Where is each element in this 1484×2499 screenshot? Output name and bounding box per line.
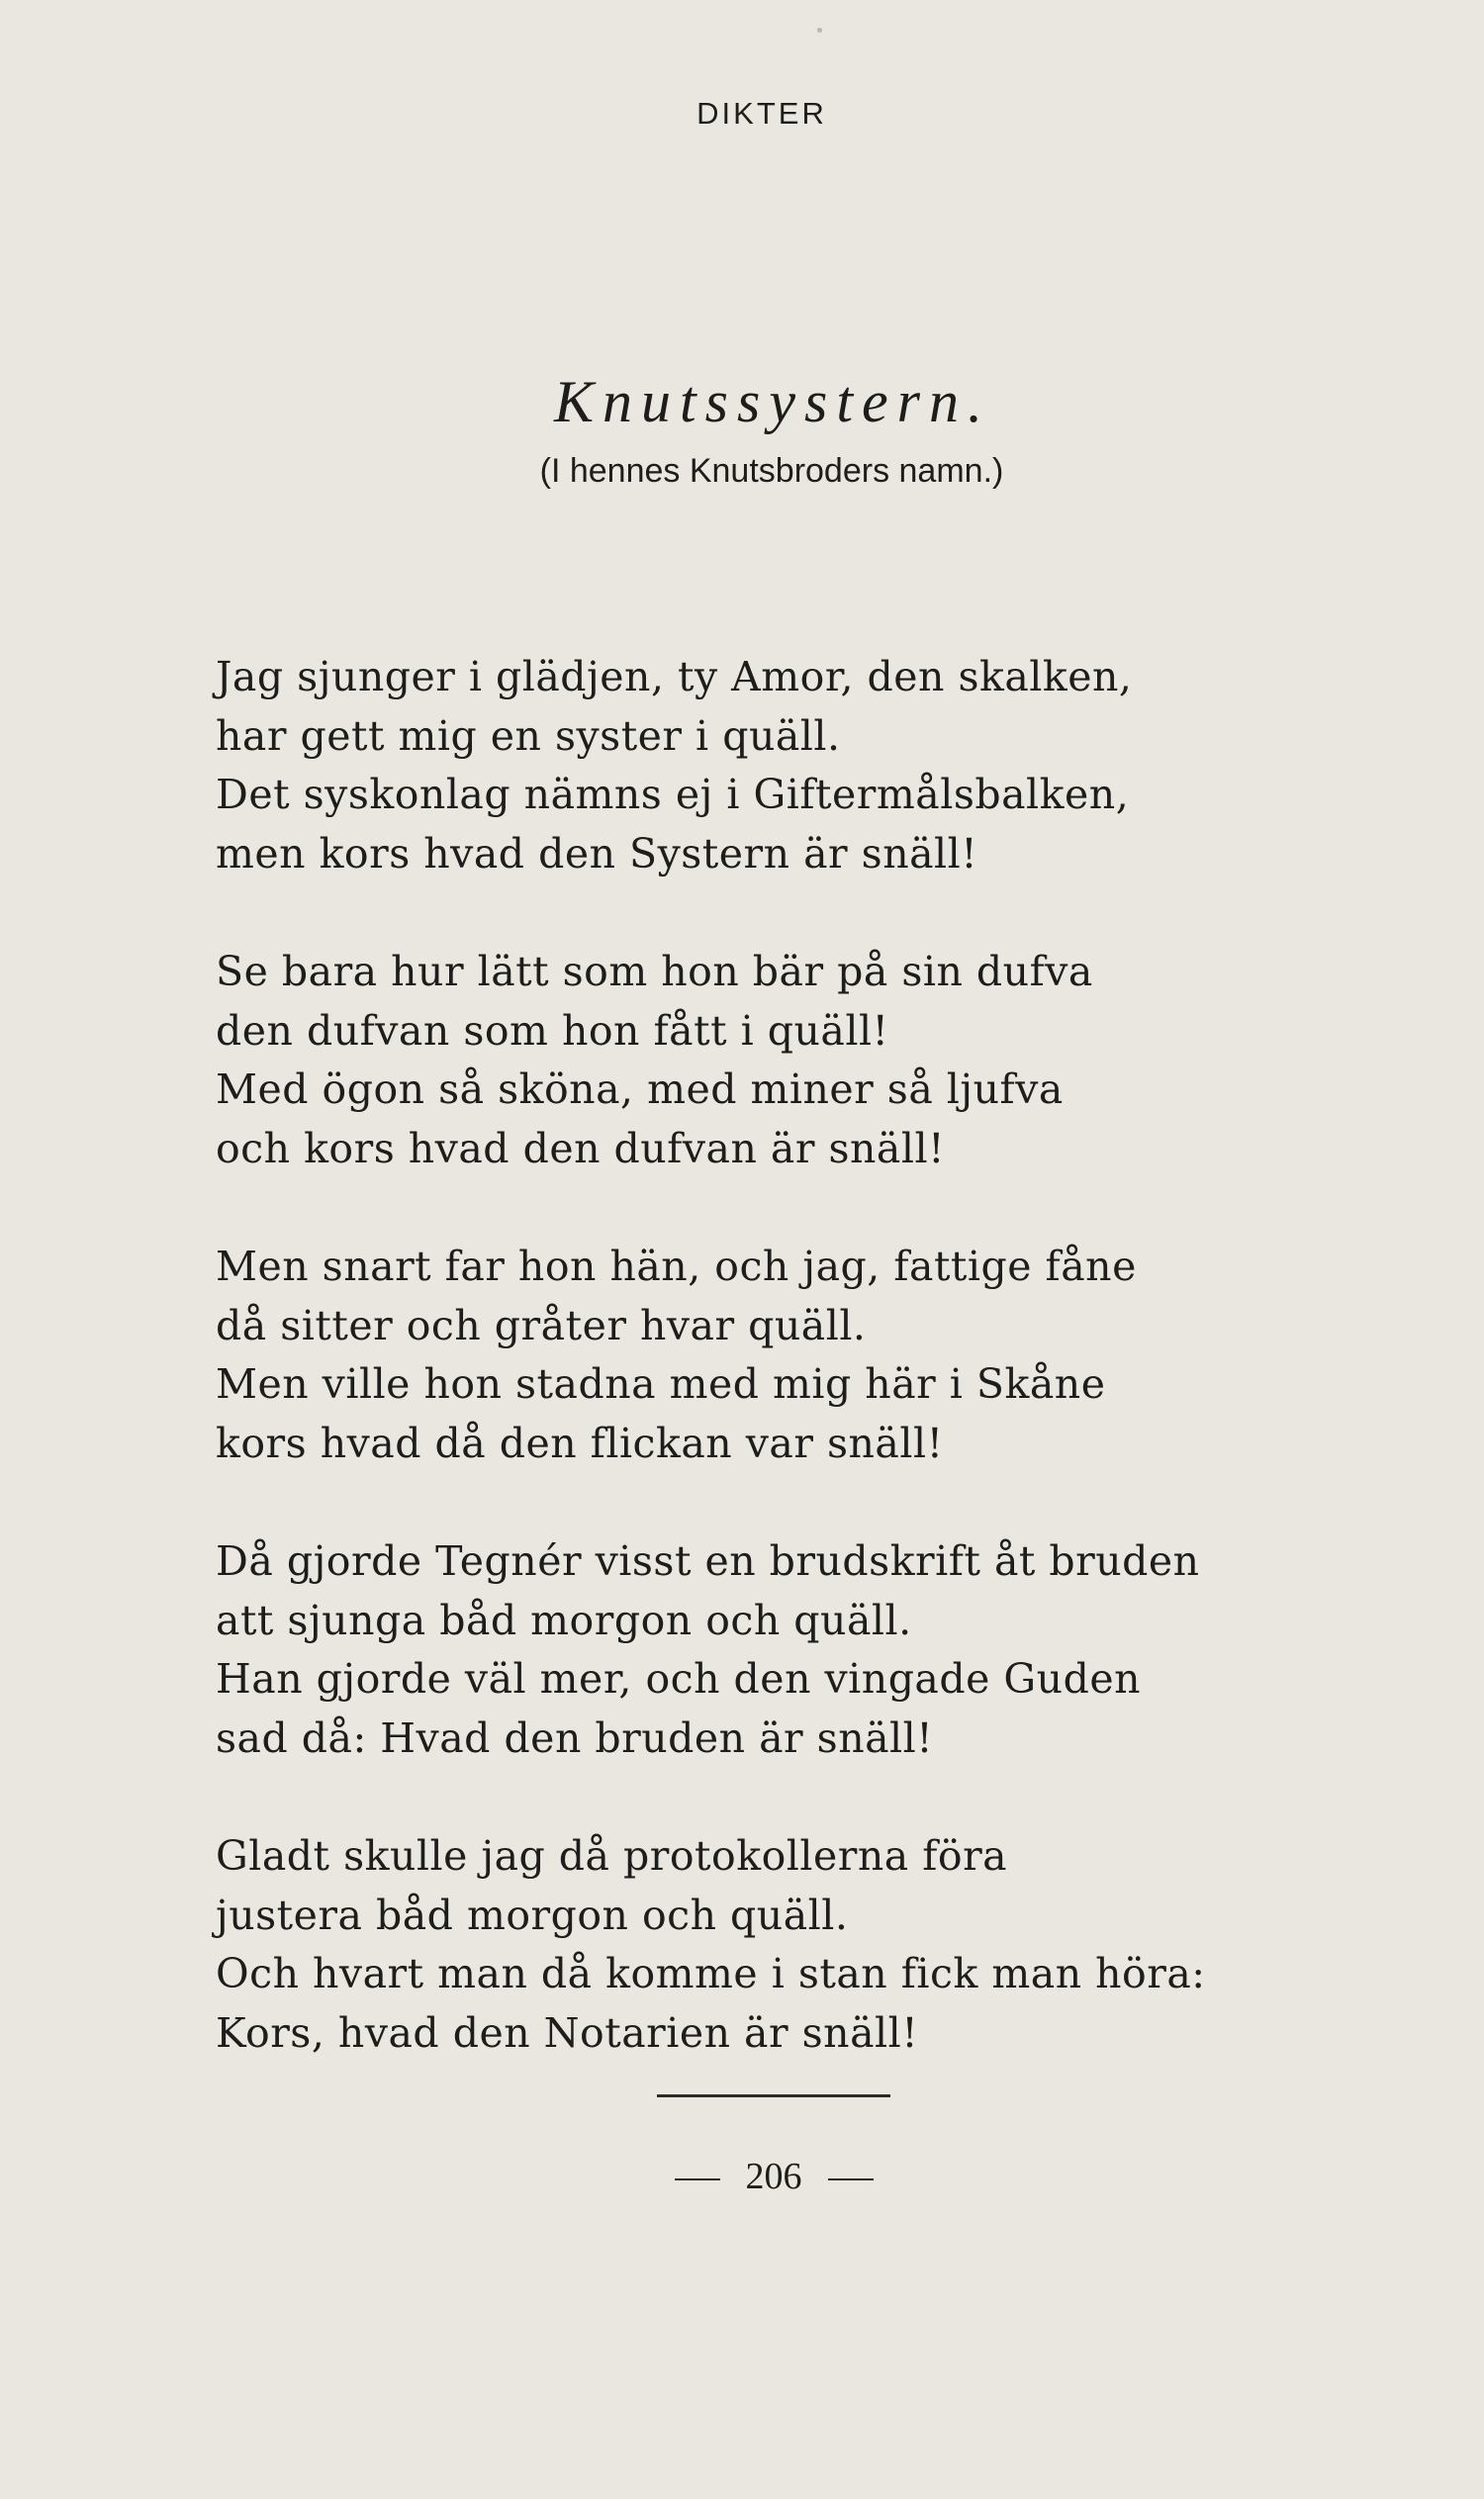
stanza (216, 648, 1403, 883)
poem-line: Och hvart man då komme i stan fick man höra: (216, 1950, 1206, 1997)
poem-line: Men ville hon stadna med mig här i Skåne (216, 1360, 1106, 1408)
running-head: DIKTER (696, 96, 827, 131)
poem-line: att sjunga båd morgon och quäll. (216, 1596, 912, 1644)
poem-line: kors hvad då den flickan var snäll! (216, 1419, 944, 1467)
end-rule-divider (657, 2094, 890, 2097)
poem-line: Då gjorde Tegnér visst en brudskrift åt bruden (216, 1537, 1200, 1585)
poem-line: Med ögon så sköna, med miner så ljufva (216, 1065, 1064, 1113)
poem-line: den dufvan som hon fått i quäll! (216, 1006, 889, 1055)
poem-line: Se bara hur lätt som hon bär på sin dufva (216, 948, 1093, 995)
page-number: 206 (745, 2156, 802, 2197)
poem-line: Han gjorde väl mer, och den vingade Guden (216, 1655, 1141, 1703)
dash-mark (675, 2178, 720, 2180)
poem-body (216, 648, 1403, 2122)
poem-line: Kors, hvad den Notarien är snäll! (216, 2008, 919, 2057)
poem-line: och kors hvad den dufvan är snäll! (216, 1124, 946, 1172)
poem-line: justera båd morgon och quäll. (216, 1891, 849, 1939)
page-number-footer (0, 2155, 1484, 2198)
stanza (216, 943, 1403, 1178)
poem-title: Knutssystern. (553, 369, 992, 434)
poem-line: Men snart far hon hän, och jag, fattige fåne (216, 1243, 1137, 1290)
poem-line: Jag sjunger i glädjen, ty Amor, den skalken, (216, 653, 1133, 700)
poem-line: Gladt skulle jag då protokollerna föra (216, 1832, 1008, 1880)
poem-line: sad då: Hvad den bruden är snäll! (216, 1713, 934, 1762)
poem-subtitle: (I hennes Knutsbroders namn.) (539, 452, 1004, 490)
speck-mark (817, 28, 822, 33)
poem-line: då sitter och gråter hvar quäll. (216, 1301, 867, 1349)
stanza (216, 1238, 1403, 1473)
poem-line: men kors hvad den Systern är snäll! (216, 829, 978, 878)
dash-mark (828, 2178, 874, 2180)
stanza (216, 1827, 1403, 2063)
poem-line: har gett mig en syster i quäll. (216, 711, 841, 760)
poem-line: Det syskonlag nämns ej i Giftermålsbalken, (216, 771, 1130, 818)
stanza (216, 1532, 1403, 1768)
